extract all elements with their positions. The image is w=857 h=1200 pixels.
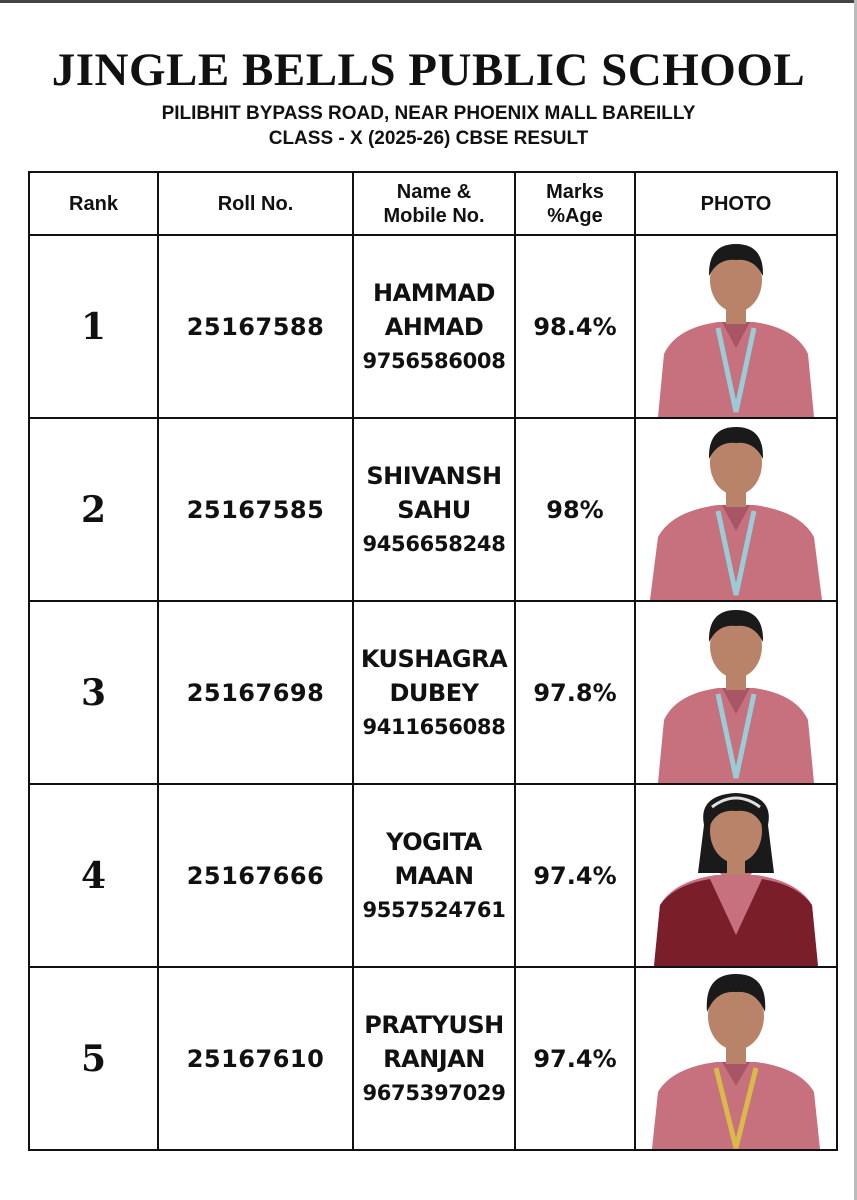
marks-cell: 97.4% — [515, 967, 635, 1150]
photo-cell — [635, 601, 837, 784]
header-name-line2: Mobile No. — [383, 204, 485, 227]
roll-cell: 25167698 — [158, 601, 353, 784]
mobile-number: 9411656088 — [362, 714, 506, 739]
header-roll: Roll No. — [158, 172, 353, 235]
roll-cell: 25167585 — [158, 418, 353, 601]
name-cell — [353, 601, 515, 784]
student-last-name: MAAN — [394, 861, 474, 890]
mobile-number: 9456658248 — [362, 531, 506, 556]
marks-cell: 98% — [515, 418, 635, 601]
student-photo — [636, 602, 836, 783]
header-rank: Rank — [29, 172, 158, 235]
mobile-number: 9756586008 — [362, 348, 506, 373]
rank-cell: 3 — [29, 601, 158, 784]
student-first-name: PRATYUSH — [364, 1010, 504, 1039]
result-title: CLASS - X (2025-26) CBSE RESULT — [268, 128, 589, 149]
header-marks-line1: Marks — [546, 180, 604, 203]
student-photo — [636, 785, 836, 966]
student-last-name: DUBEY — [389, 678, 479, 707]
photo-cell — [635, 418, 837, 601]
student-photo — [636, 968, 836, 1149]
school-address: PILIBHIT BYPASS ROAD, NEAR PHOENIX MALL BAREILLY — [161, 103, 696, 124]
school-name: JINGLE BELLS PUBLIC SCHOOL — [51, 44, 806, 96]
marks-cell: 97.4% — [515, 784, 635, 967]
table-row — [29, 235, 837, 418]
name-cell — [353, 235, 515, 418]
mobile-number: 9675397029 — [362, 1080, 506, 1105]
results-table — [28, 171, 838, 1151]
photo-cell — [635, 235, 837, 418]
rank-cell: 4 — [29, 784, 158, 967]
name-cell — [353, 967, 515, 1150]
name-cell — [353, 784, 515, 967]
mobile-number: 9557524761 — [362, 897, 506, 922]
student-last-name: AHMAD — [384, 312, 484, 341]
student-last-name: SAHU — [397, 495, 471, 524]
student-last-name: RANJAN — [383, 1044, 485, 1073]
top-border — [0, 0, 857, 3]
roll-cell: 25167588 — [158, 235, 353, 418]
table-row — [29, 967, 837, 1150]
table-row — [29, 418, 837, 601]
header-name — [353, 172, 515, 235]
marks-cell: 98.4% — [515, 235, 635, 418]
header-photo: PHOTO — [635, 172, 837, 235]
rank-cell: 5 — [29, 967, 158, 1150]
student-first-name: YOGITA — [386, 827, 482, 856]
photo-cell — [635, 967, 837, 1150]
roll-cell: 25167666 — [158, 784, 353, 967]
header-row — [29, 172, 837, 235]
table-row — [29, 784, 837, 967]
photo-cell — [635, 784, 837, 967]
header-marks-line2: %Age — [547, 204, 603, 227]
student-first-name: SHIVANSH — [366, 461, 502, 490]
table-row — [29, 601, 837, 784]
marks-cell: 97.8% — [515, 601, 635, 784]
student-photo — [636, 419, 836, 600]
student-first-name: KUSHAGRA — [360, 644, 508, 673]
student-first-name: HAMMAD — [373, 278, 495, 307]
name-cell — [353, 418, 515, 601]
roll-cell: 25167610 — [158, 967, 353, 1150]
header-marks — [515, 172, 635, 235]
rank-cell: 2 — [29, 418, 158, 601]
header-name-line1: Name & — [396, 180, 472, 203]
student-photo — [636, 236, 836, 417]
rank-cell: 1 — [29, 235, 158, 418]
